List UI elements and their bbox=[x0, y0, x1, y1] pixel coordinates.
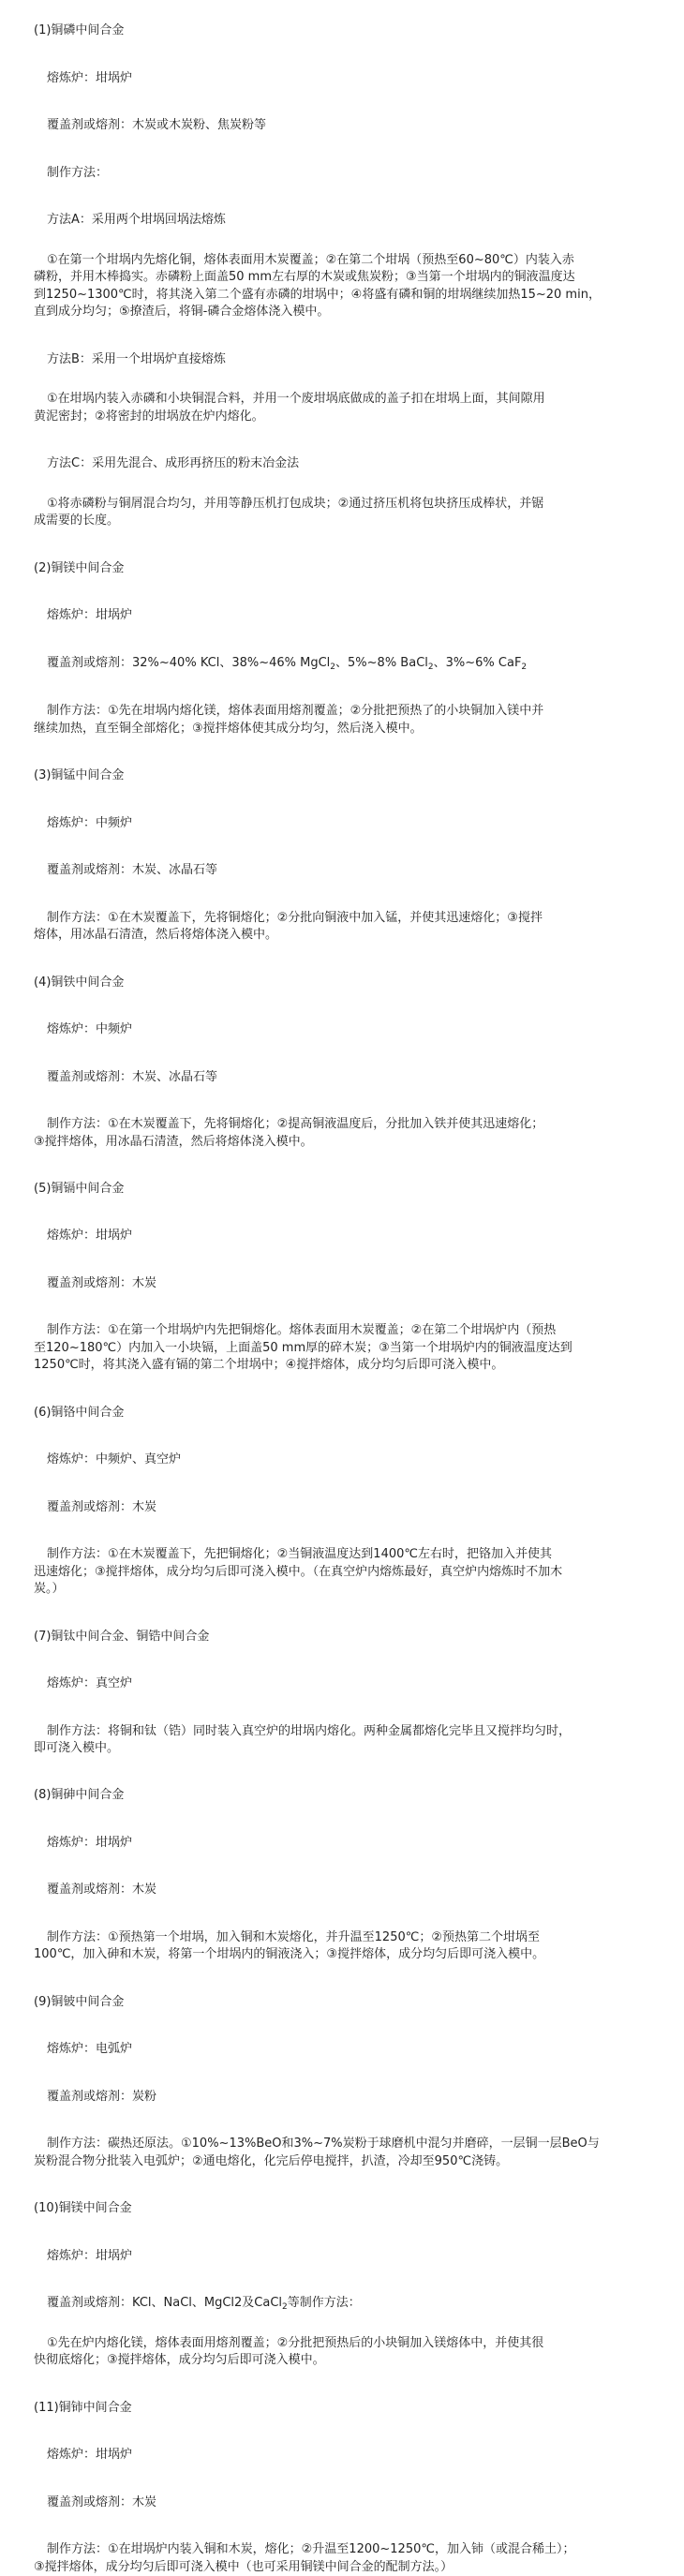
text-segment: 至120~180℃）内加入一小块镉，上面盖50 mm厚的碎木炭；③当第一个坩埚炉内的铜液温度达到 bbox=[34, 1341, 572, 1355]
text-segment: ①在坩埚内装入赤磷和小块铜混合料，并用一个废坩埚底做成的盖子扣在坩埚上面，其间隙用 bbox=[47, 392, 545, 406]
text-line bbox=[47, 1545, 552, 1563]
text-segment: (4)铜铁中间合金 bbox=[34, 975, 125, 990]
text-segment: 覆盖剂或熔剂：炭粉 bbox=[47, 2090, 157, 2104]
text-line bbox=[34, 559, 124, 577]
subscript: 2 bbox=[521, 663, 528, 672]
text-line bbox=[34, 268, 575, 286]
text-line bbox=[47, 454, 299, 472]
text-segment: 炭。） bbox=[34, 1582, 65, 1596]
text-segment: 制作方法：①在木炭覆盖下，先将铜熔化；②分批向铜液中加入锰，并使其迅速熔化；③搅拌 bbox=[47, 911, 543, 925]
text-line bbox=[47, 251, 574, 269]
text-segment: 、3%~6% CaF bbox=[433, 656, 522, 670]
text-line bbox=[34, 767, 124, 784]
text-line bbox=[47, 495, 543, 513]
text-line bbox=[47, 1881, 156, 1898]
text-line bbox=[34, 1786, 124, 1804]
text-segment: 、5%~8% BaCl bbox=[335, 656, 428, 670]
text-line bbox=[47, 211, 226, 229]
subscript: 2 bbox=[427, 663, 434, 672]
text-line bbox=[34, 1945, 544, 1963]
text-segment: (10)铜镁中间合金 bbox=[34, 2201, 132, 2215]
text-segment: 磷粉，并用木棒捣实。赤磷粉上面盖50 mm左右厚的木炭或焦炭粉；③当第一个坩埚内的铜液温度达 bbox=[34, 270, 575, 284]
text-line bbox=[47, 1321, 556, 1339]
text-line bbox=[47, 1498, 156, 1516]
text-line bbox=[47, 1020, 132, 1038]
text-line bbox=[47, 2334, 543, 2352]
text-segment: 覆盖剂或熔剂：木炭 bbox=[47, 2495, 157, 2509]
text-segment: 制作方法： bbox=[47, 166, 109, 180]
text-segment: 熔体，用冰晶石清渣，然后将熔体浇入模中。 bbox=[34, 928, 278, 942]
text-segment: 继续加热，直至铜全部熔化；③搅拌熔体使其成分均匀，然后浇入模中。 bbox=[34, 722, 423, 736]
text-segment: 黄泥密封；②将密封的坩埚放在炉内熔化。 bbox=[34, 409, 264, 424]
text-line bbox=[34, 1404, 124, 1422]
text-segment: 熔炼炉：真空炉 bbox=[47, 1676, 133, 1690]
text-line bbox=[47, 2088, 156, 2106]
text-line bbox=[47, 390, 545, 408]
text-segment: 制作方法：①在第一个坩埚炉内先把铜熔化。熔体表面用木炭覆盖；②在第二个坩埚炉内（预热 bbox=[47, 1323, 557, 1337]
text-segment: (6)铜铬中间合金 bbox=[34, 1406, 125, 1420]
text-line bbox=[34, 303, 329, 320]
text-segment: 覆盖剂或熔剂：木炭 bbox=[47, 1500, 157, 1514]
text-segment: (7)铜钛中间合金、铜锆中间合金 bbox=[34, 1630, 210, 1644]
text-line bbox=[47, 350, 226, 368]
text-line bbox=[34, 408, 264, 425]
text-line bbox=[47, 2135, 600, 2152]
text-segment: 覆盖剂或熔剂：木炭、冰晶石等 bbox=[47, 1070, 218, 1084]
text-line bbox=[47, 1675, 132, 1692]
text-segment: 熔炼炉：坩埚炉 bbox=[47, 1836, 133, 1850]
text-segment: 熔炼炉：坩埚炉 bbox=[47, 608, 133, 622]
text-line bbox=[47, 116, 266, 134]
text-segment: 覆盖剂或熔剂：木炭或木炭粉、焦炭粉等 bbox=[47, 118, 267, 132]
text-line bbox=[34, 2152, 508, 2170]
text-segment: 成需要的长度。 bbox=[34, 514, 120, 528]
text-segment: 覆盖剂或熔剂：木炭 bbox=[47, 1883, 157, 1897]
text-segment: 到1250~1300℃时，将其浇入第二个盛有赤磷的坩埚中；④将盛有磷和铜的坩埚继续加热15~20 min， bbox=[34, 288, 601, 302]
text-segment: ①先在炉内熔化镁，熔体表面用熔剂覆盖；②分批把预热后的小块铜加入镁熔体中，并使其很 bbox=[47, 2336, 544, 2350]
text-line bbox=[34, 22, 124, 39]
text-segment: 制作方法：①先在坩埚内熔化镁，熔体表面用熔剂覆盖；②分批把预热了的小块铜加入镁中并 bbox=[47, 704, 544, 718]
text-segment: 制作方法：将铜和钛（锆）同时装入真空炉的坩埚内熔化。两种金属都熔化完毕且又搅拌均匀时， bbox=[47, 1724, 572, 1738]
text-segment: 覆盖剂或熔剂：32%~40% KCl、38%~46% MgCl bbox=[47, 656, 331, 670]
text-line bbox=[47, 861, 217, 879]
text-segment: (8)铜砷中间合金 bbox=[34, 1788, 125, 1802]
text-line bbox=[34, 1133, 313, 1151]
text-line bbox=[47, 1274, 156, 1292]
text-line bbox=[47, 1834, 132, 1852]
text-line bbox=[47, 2294, 361, 2312]
text-line bbox=[34, 2399, 132, 2417]
text-segment: ③搅拌熔体，成分均匀后即可浇入模中（也可采用铜镁中间合金的配制方法。） bbox=[34, 2560, 454, 2574]
text-line bbox=[34, 1993, 124, 2011]
text-line bbox=[47, 1928, 540, 1946]
text-line bbox=[47, 2446, 132, 2464]
text-segment: (5)铜镉中间合金 bbox=[34, 1182, 125, 1196]
text-segment: 熔炼炉：坩埚炉 bbox=[47, 1228, 133, 1243]
text-line bbox=[47, 1227, 132, 1244]
text-segment: 快彻底熔化；③搅拌熔体，成分均匀后即可浇入模中。 bbox=[34, 2353, 325, 2367]
text-segment: 制作方法：①在坩埚炉内装入铜和木炭，熔化；②升温至1200~1250℃，加入铈（或混合稀土）； bbox=[47, 2542, 575, 2556]
text-line bbox=[47, 654, 527, 672]
text-line bbox=[47, 2040, 132, 2058]
text-segment: 直到成分均匀；⑤撩渣后，将铜-磷合金熔体浇入模中。 bbox=[34, 305, 330, 319]
text-segment: 覆盖剂或熔剂：木炭 bbox=[47, 1276, 157, 1290]
text-line bbox=[34, 1356, 503, 1374]
text-segment: 制作方法：①在木炭覆盖下，先将铜熔化；②提高铜液温度后，分批加入铁并使其迅速熔化； bbox=[47, 1117, 544, 1131]
text-line bbox=[34, 2199, 132, 2217]
text-segment: 方法B：采用一个坩埚炉直接熔炼 bbox=[47, 352, 226, 366]
text-line bbox=[47, 2494, 156, 2511]
text-line bbox=[34, 720, 423, 737]
text-line bbox=[47, 69, 132, 87]
text-line bbox=[47, 702, 543, 720]
text-segment: 即可浇入模中。 bbox=[34, 1741, 120, 1755]
text-segment: 熔炼炉：坩埚炉 bbox=[47, 2448, 133, 2462]
text-segment: (9)铜铍中间合金 bbox=[34, 1995, 125, 2009]
text-segment: 方法C：采用先混合、成形再挤压的粉末冶金法 bbox=[47, 456, 300, 470]
text-line bbox=[34, 1580, 65, 1598]
text-segment: (2)铜镁中间合金 bbox=[34, 561, 125, 575]
text-segment: ①将赤磷粉与铜屑混合均匀，并用等静压机打包成块；②通过挤压机将包块挤压成棒状，并锯 bbox=[47, 497, 544, 511]
text-line bbox=[34, 1339, 572, 1357]
text-line bbox=[34, 974, 124, 991]
text-segment: 制作方法：①在木炭覆盖下，先把铜熔化；②当铜液温度达到1400℃左右时，把铬加入并使其 bbox=[47, 1547, 552, 1561]
text-segment: 覆盖剂或熔剂：木炭、冰晶石等 bbox=[47, 863, 218, 877]
text-line bbox=[47, 814, 132, 832]
text-line bbox=[34, 1180, 124, 1198]
text-segment: 迅速熔化；③搅拌熔体，成分均匀后即可浇入模中。（在真空炉内熔炼最好，真空炉内熔炼时不加木 bbox=[34, 1565, 563, 1579]
text-segment: 熔炼炉：中频炉 bbox=[47, 1022, 133, 1036]
text-segment: ③搅拌熔体，用冰晶石清渣，然后将熔体浇入模中。 bbox=[34, 1135, 313, 1149]
text-line bbox=[47, 1115, 543, 1133]
text-line bbox=[34, 286, 601, 304]
text-line bbox=[34, 1563, 562, 1581]
text-segment: (3)铜锰中间合金 bbox=[34, 768, 125, 782]
text-line bbox=[34, 1628, 209, 1645]
text-segment: 方法A：采用两个坩埚回埚法熔炼 bbox=[47, 213, 226, 227]
text-line bbox=[47, 1451, 181, 1468]
text-line bbox=[47, 1068, 217, 1086]
text-segment: 等制作方法： bbox=[287, 2296, 361, 2310]
text-segment: (1)铜磷中间合金 bbox=[34, 23, 125, 37]
text-line bbox=[47, 164, 108, 182]
text-segment: 熔炼炉：电弧炉 bbox=[47, 2042, 133, 2056]
text-segment: (11)铜铈中间合金 bbox=[34, 2401, 132, 2415]
text-line bbox=[34, 2558, 453, 2576]
text-line bbox=[47, 606, 132, 624]
text-segment: 熔炼炉：中频炉 bbox=[47, 816, 133, 830]
subscript: 2 bbox=[330, 663, 336, 672]
text-segment: 制作方法：①预热第一个坩埚，加入铜和木炭熔化，并升温至1250℃；②预热第二个坩埚至 bbox=[47, 1930, 540, 1944]
text-segment: ①在第一个坩埚内先熔化铜，熔体表面用木炭覆盖；②在第二个坩埚（预热至60~80℃）内装入赤 bbox=[47, 253, 574, 267]
text-line bbox=[47, 909, 543, 927]
text-line bbox=[47, 1722, 571, 1740]
text-segment: 1250℃时，将其浇入盛有镉的第二个坩埚中；④搅拌熔体，成分均匀后即可浇入模中。 bbox=[34, 1358, 504, 1372]
text-segment: 熔炼炉：中频炉、真空炉 bbox=[47, 1452, 182, 1467]
text-line bbox=[47, 2247, 132, 2265]
text-line bbox=[34, 926, 277, 944]
text-segment: 100℃，加入砷和木炭，将第一个坩埚内的铜液浇入；③搅拌熔体，成分均匀后即可浇入模中。 bbox=[34, 1947, 545, 1961]
text-line bbox=[34, 512, 119, 529]
text-segment: 熔炼炉：坩埚炉 bbox=[47, 2249, 133, 2263]
text-segment: 炭粉混合物分批装入电弧炉；②通电熔化，化完后停电搅拌，扒渣，冷却至950℃浇铸。 bbox=[34, 2154, 509, 2168]
text-line bbox=[34, 2351, 325, 2369]
text-line bbox=[47, 2540, 574, 2558]
text-line bbox=[34, 1739, 119, 1757]
text-segment: 制作方法：碳热还原法。①10%~13%BeO和3%~7%炭粉于球磨机中混匀并磨碎，一层铜一层BeO与 bbox=[47, 2137, 600, 2151]
text-segment: 覆盖剂或熔剂：KCl、NaCl、MgCl2及CaCl bbox=[47, 2296, 283, 2310]
subscript: 2 bbox=[282, 2302, 288, 2312]
text-segment: 熔炼炉：坩埚炉 bbox=[47, 71, 133, 85]
